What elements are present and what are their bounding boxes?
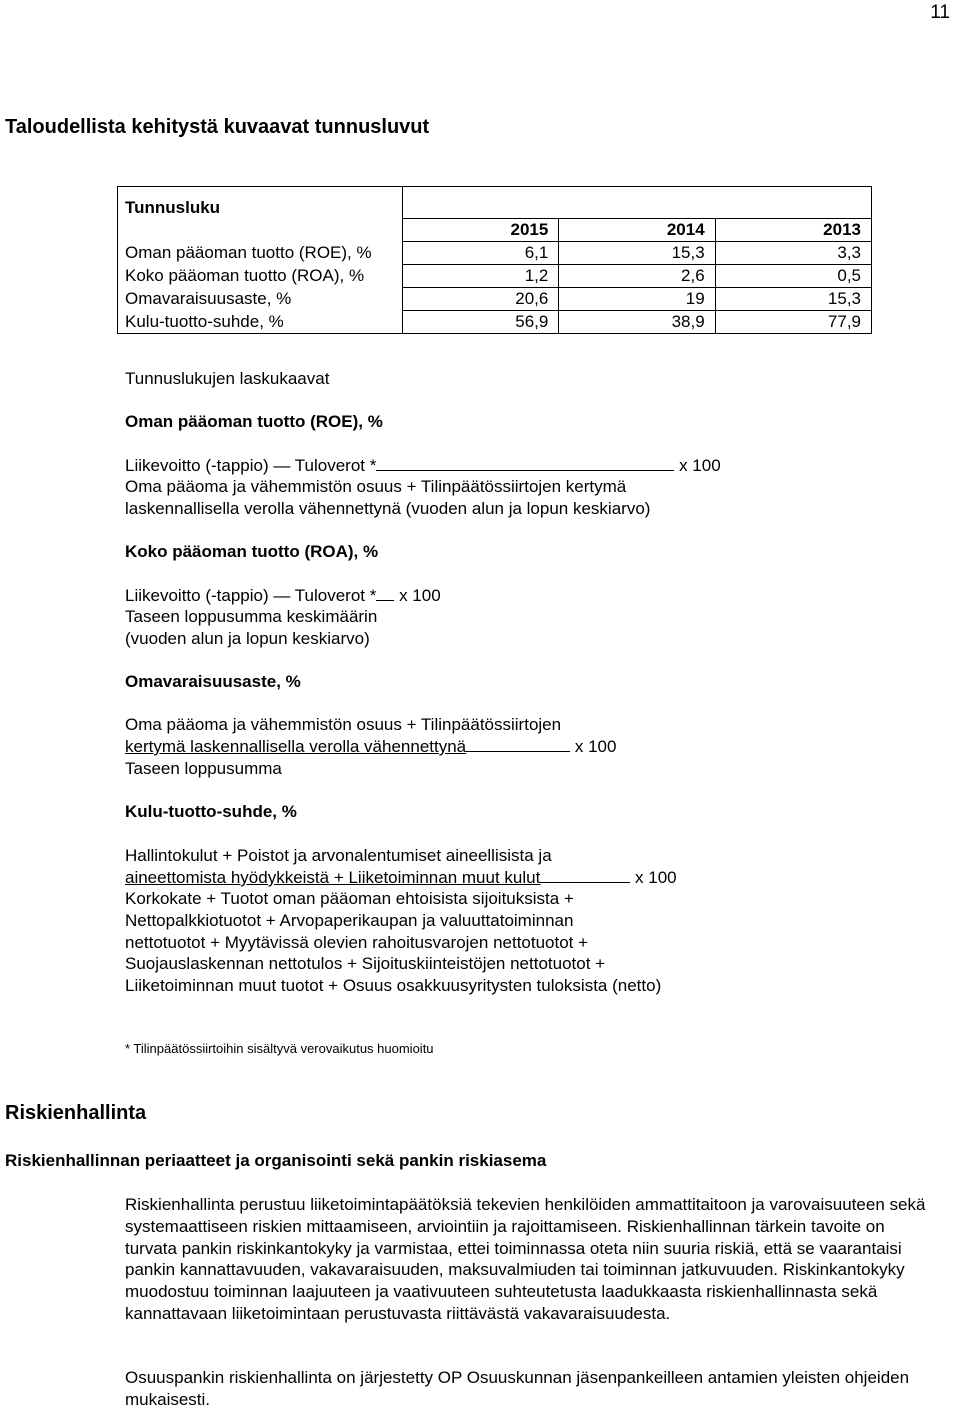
cost-income-title: Kulu-tuotto-suhde, % — [125, 802, 297, 821]
cost-income-numerator-1: Hallintokulut + Poistot ja arvonalentumiset aineellisista ja — [125, 846, 552, 865]
equity-denominator-1: Taseen loppusumma — [125, 759, 282, 778]
risk-paragraph-1: Riskienhallinta perustuu liiketoimintapäätöksiä tekevien henkilöiden ammattitaitoon ja varovaisuuteen sekä systemaattiseen riskien mittaamiseen, arviointiin ja rajoittamiseen. Riskienhallinnan tärkein tavoite on turvata pankin riskinkantokyky ja varmistaa, ettei toiminnassa oteta niin suuria riskiä, että se vaarantaisi pankin kannattavuuden, vakavaraisuuden, maksuvalmiuden tai toiminnan jatkuvuuden. Riskinkantokyky muodostuu toiminnan laajuuteen ja vaativuuteen suhteutetusta laadukkaasta riskienhallinnasta sekä kannattavaan liiketoimintaan perustuvasta riittävästä vakavaraisuudesta. — [125, 1195, 926, 1323]
roe-denominator-2: laskennallisella verolla vähennettynä (vuoden alun ja lopun keskiarvo) — [125, 499, 651, 518]
equity-multiplier: x 100 — [574, 737, 617, 756]
formulas-heading: Tunnuslukujen laskukaavat — [125, 369, 330, 388]
table-row: Kulu-tuotto-suhde, % 56,9 38,9 77,9 — [118, 311, 872, 334]
roa-numerator-line — [125, 585, 441, 607]
roa-multiplier: x 100 — [399, 586, 441, 605]
risk-subheading: Riskienhallinnan periaatteet ja organisointi sekä pankin riskiasema — [5, 1151, 547, 1170]
roe-denominator-1: Oma pääoma ja vähemmistön osuus + Tilinpäätössiirtojen kertymä — [125, 477, 627, 496]
page-number: 11 — [930, 2, 950, 23]
roe-numerator-line — [125, 455, 721, 477]
year-col-2015: 2015 — [403, 219, 559, 242]
cost-income-numerator-2: aineettomista hyödykkeistä + Liiketoiminnan muut kulut — [125, 868, 541, 887]
cost-income-denominator-4: Suojauslaskennan nettotulos + Sijoituskiinteistöjen nettotuotot + — [125, 954, 606, 973]
roe-numerator: Liikevoitto (-tappio) — Tuloverot * — [125, 456, 377, 475]
roe-title: Oman pääoman tuotto (ROE), % — [125, 412, 383, 431]
roa-numerator: Liikevoitto (-tappio) — Tuloverot * — [125, 586, 377, 605]
footnote: * Tilinpäätössiirtoihin sisältyvä verovaikutus huomioitu — [125, 1041, 434, 1056]
cost-income-denominator-3: nettotuotot + Myytävissä olevien rahoitusvarojen nettotuotot + — [125, 933, 589, 952]
kpi-table — [117, 186, 872, 334]
table-row: Koko pääoman tuotto (ROA), % 1,2 2,6 0,5 — [118, 265, 872, 288]
cost-income-denominator-2: Nettopalkkiotuotot + Arvopaperikaupan ja valuuttatoiminnan — [125, 911, 574, 930]
equity-numerator-line — [125, 736, 616, 758]
table-row: Omavaraisuusaste, % 20,6 19 15,3 — [118, 288, 872, 311]
equity-ratio-title: Omavaraisuusaste, % — [125, 672, 301, 691]
kpi-table-header: Tunnusluku — [118, 187, 403, 219]
cost-income-denominator-1: Korkokate + Tuotot oman pääoman ehtoisista sijoituksista + — [125, 889, 574, 908]
year-col-2013: 2013 — [715, 219, 871, 242]
year-col-2014: 2014 — [559, 219, 715, 242]
roa-denominator-1: Taseen loppusumma keskimäärin — [125, 607, 378, 626]
risk-heading: Riskienhallinta — [5, 1102, 147, 1124]
roa-denominator-2: (vuoden alun ja lopun keskiarvo) — [125, 629, 370, 648]
roe-multiplier: x 100 — [679, 456, 721, 475]
risk-paragraph-2: Osuuspankin riskienhallinta on järjestetty OP Osuuskunnan jäsenpankeilleen antamien yleisten ohjeiden mukaisesti. — [125, 1368, 910, 1409]
table-row: Oman pääoman tuotto (ROE), % 6,1 15,3 3,3 — [118, 242, 872, 265]
page-title: Taloudellista kehitystä kuvaavat tunnusluvut — [5, 116, 430, 138]
roa-title: Koko pääoman tuotto (ROA), % — [125, 542, 379, 561]
cost-income-denominator-5: Liiketoiminnan muut tuotot + Osuus osakkuusyritysten tuloksista (netto) — [125, 976, 662, 995]
cost-income-multiplier: x 100 — [635, 868, 677, 887]
equity-numerator-1: Oma pääoma ja vähemmistön osuus + Tilinpäätössiirtojen — [125, 715, 562, 734]
equity-numerator-2: kertymä laskennallisella verolla vähennettynä — [125, 737, 467, 756]
cost-income-numerator-line — [125, 867, 677, 889]
